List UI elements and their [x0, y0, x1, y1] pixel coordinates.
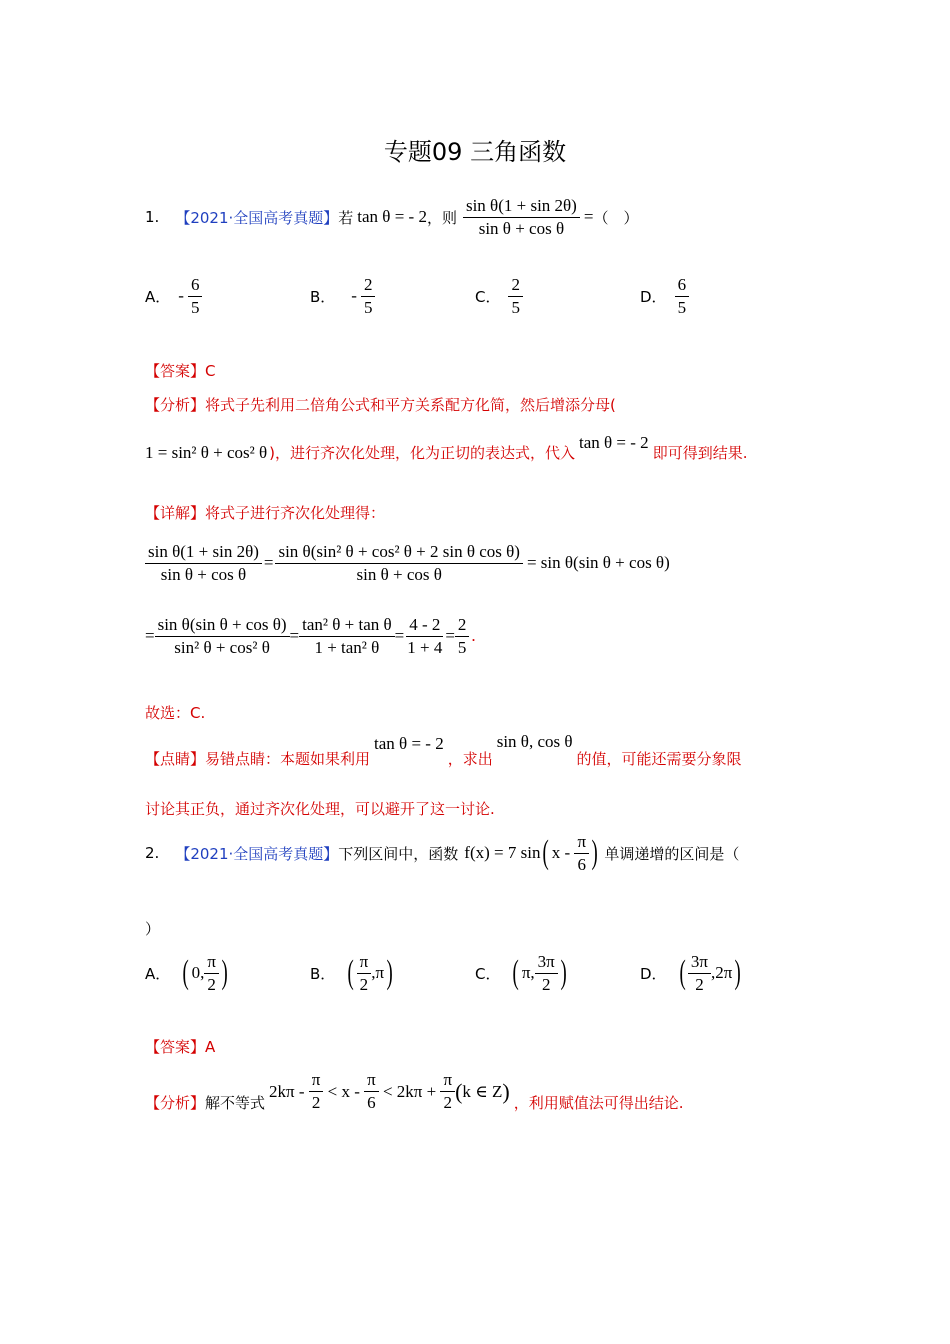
option-fraction — [361, 275, 376, 317]
fraction-numerator: 4 - 2 — [406, 615, 443, 637]
q1-expression-numerator: sin θ(1 + sin 2θ) — [463, 196, 580, 218]
q1-equals: = — [583, 207, 594, 227]
fraction-denominator: 1 + 4 — [407, 637, 443, 657]
option-label: D． — [640, 964, 667, 983]
option-label: C． — [475, 287, 501, 306]
fraction-numerator: sin θ(sin² θ + cos² θ + 2 sin θ cos θ) — [275, 542, 523, 564]
option-interval: ( $\frac{\pi}{2}$ ,π ) — [347, 952, 393, 994]
q2-answer — [145, 1036, 215, 1057]
left-paren: ( — [347, 954, 355, 992]
q1-expression-denominator: sin θ + cos θ — [478, 218, 565, 238]
sin-cos-values: sin θ, cos θ — [496, 732, 573, 751]
q2-function — [464, 832, 600, 874]
derivation-fraction — [299, 615, 395, 657]
option-label: B． — [310, 964, 336, 983]
function-arg: x - — [551, 843, 575, 863]
q1-option-b — [310, 275, 375, 317]
q1-stem — [145, 196, 638, 238]
option-interval: ( $\frac{3\pi}{2}$ ,2π ) — [679, 952, 742, 994]
analysis-text: ，利用赋值法可得出结论. — [513, 1094, 684, 1112]
right-paren: ) — [560, 954, 567, 992]
tan-condition: tan θ = - 2 — [374, 734, 444, 753]
q1-derivation-line2 — [145, 615, 476, 657]
option-denominator: 5 — [190, 297, 200, 317]
q2-analysis — [145, 1070, 683, 1113]
fraction-denominator: sin² θ + cos² θ — [174, 637, 270, 657]
q1-choose: 故选：C. — [145, 704, 206, 722]
right-paren: ) — [221, 954, 228, 992]
option-numerator: 6 — [188, 275, 203, 297]
q1-analysis-line1 — [145, 394, 616, 415]
q1-tip-line1 — [145, 732, 742, 769]
option-fraction — [508, 275, 523, 317]
equals-sign: = — [263, 553, 274, 573]
fraction-denominator: 6 — [577, 854, 586, 874]
tip-text: 的值，可能还需要分象限 — [576, 750, 742, 768]
q1-condition: tan θ = - 2 — [357, 207, 427, 227]
q1-stem-text-a: 若 — [338, 208, 354, 227]
q1-option-a — [145, 275, 202, 317]
derivation-result: = sin θ(sin θ + cos θ) — [526, 553, 670, 573]
q1-stem-text-b: ，则 — [426, 208, 457, 227]
analysis-tag: 【分析】 — [145, 396, 206, 414]
fraction-numerator: sin θ(1 + sin 2θ) — [145, 542, 262, 564]
option-denominator: 5 — [677, 297, 687, 317]
analysis-text: 解不等式 — [205, 1094, 266, 1112]
period: . — [471, 626, 476, 646]
q1-tip-line2: 讨论其正负，通过齐次化处理，可以避开了这一讨论. — [145, 800, 495, 818]
option-sign: - — [178, 286, 184, 306]
detail-tag: 【详解】 — [145, 504, 206, 522]
right-paren: ) — [591, 834, 598, 872]
right-paren: ) — [734, 954, 742, 992]
option-label: A． — [145, 964, 171, 983]
q2-option-d — [640, 952, 744, 994]
right-paren: ) — [386, 954, 393, 992]
q2-source-tag: 【2021·全国高考真题】 — [175, 844, 339, 863]
function-head: f(x) = 7 sin — [464, 843, 541, 863]
equals-sign: = — [394, 626, 405, 646]
option-label: B． — [310, 287, 336, 306]
equals-sign: = — [145, 626, 155, 646]
option-numerator: 6 — [675, 275, 690, 297]
inequality: 2kπ - $\frac{\pi}{2}$ < x - $\frac{\pi}{6}$ < 2kπ + $\frac{\pi}{2}$ ( k ∈ Z ) — [269, 1070, 510, 1112]
option-numerator: 2 — [361, 275, 376, 297]
q2-number: 2. — [145, 844, 160, 863]
option-label: A． — [145, 287, 171, 306]
left-paren: ( — [543, 834, 550, 872]
q2-stem-text-a: 下列区间中，函数 — [338, 844, 459, 863]
fraction-denominator: sin θ + cos θ — [160, 564, 247, 584]
q2-stem-text-b: 单调递增的区间是（ — [604, 844, 740, 863]
derivation-fraction — [404, 615, 445, 657]
q1-option-d — [640, 275, 689, 317]
q2-stem — [145, 832, 739, 874]
fraction-denominator: 5 — [457, 637, 467, 657]
option-sign: - — [351, 286, 357, 306]
q1-source-tag: 【2021·全国高考真题】 — [175, 208, 339, 227]
answer-tag: 【答案】 — [145, 362, 206, 380]
option-label: C． — [475, 964, 501, 983]
fraction-denominator: sin θ + cos θ — [356, 564, 442, 584]
left-paren: ( — [679, 954, 686, 992]
answer-value: A — [205, 1038, 216, 1056]
derivation-fraction — [145, 542, 262, 584]
option-fraction — [675, 275, 690, 317]
left-paren: ( — [182, 954, 190, 992]
analysis-text: )，进行齐次化处理，化为正切的表达式，代入 — [269, 444, 576, 462]
option-denominator: 5 — [511, 297, 520, 317]
derivation-fraction — [155, 615, 290, 657]
fraction-numerator: π — [574, 832, 589, 854]
q1-number: 1. — [145, 208, 160, 227]
tip-tag: 【点睛】 — [145, 750, 206, 768]
option-denominator: 5 — [363, 297, 373, 317]
q2-option-c — [475, 952, 569, 994]
left-paren: ( — [513, 954, 520, 992]
derivation-fraction — [275, 542, 523, 584]
option-label: D． — [640, 287, 667, 306]
tan-condition: tan θ = - 2 — [579, 432, 649, 452]
page-title: 专题09 三角函数 — [383, 138, 567, 166]
q1-answer — [145, 360, 216, 381]
fraction-denominator: 1 + tan² θ — [314, 637, 380, 657]
q2-stem-close: ） — [145, 920, 161, 938]
option-interval: ( 0, $\frac{\pi}{2}$ ) — [182, 952, 228, 994]
q1-analysis-line2 — [145, 432, 748, 463]
analysis-text: 即可得到结果. — [652, 444, 748, 462]
fraction-numerator: sin θ(sin θ + cos θ) — [155, 615, 290, 637]
option-interval: ( π, $\frac{3\pi}{2}$ ) — [513, 952, 567, 994]
fraction-numerator: 2 — [455, 615, 470, 637]
tip-text: 易错点睛：本题如果利用 — [205, 750, 371, 768]
q1-derivation-line1 — [145, 542, 670, 584]
pi-over-6 — [574, 832, 589, 874]
equals-sign: = — [445, 626, 455, 646]
detail-text: 将式子进行齐次化处理得： — [205, 504, 386, 522]
equals-sign: = — [289, 626, 300, 646]
answer-value: C — [205, 362, 216, 380]
q1-detail — [145, 502, 385, 523]
analysis-text: 将式子先利用二倍角公式和平方关系配方化简，然后增添分母( — [205, 396, 616, 414]
fraction-numerator: tan² θ + tan θ — [299, 615, 395, 637]
identity-formula: 1 = sin² θ + cos² θ — [145, 442, 268, 462]
derivation-fraction — [455, 615, 470, 657]
analysis-tag: 【分析】 — [145, 1094, 206, 1112]
option-fraction — [188, 275, 203, 317]
answer-tag: 【答案】 — [145, 1038, 206, 1056]
q1-blank: （ ） — [593, 208, 639, 227]
q1-option-c — [475, 275, 523, 317]
tip-text: ，求出 — [447, 750, 493, 768]
q1-expression — [463, 196, 580, 238]
q2-option-a — [145, 952, 230, 994]
option-numerator: 2 — [508, 275, 523, 297]
q2-option-b — [310, 952, 395, 994]
